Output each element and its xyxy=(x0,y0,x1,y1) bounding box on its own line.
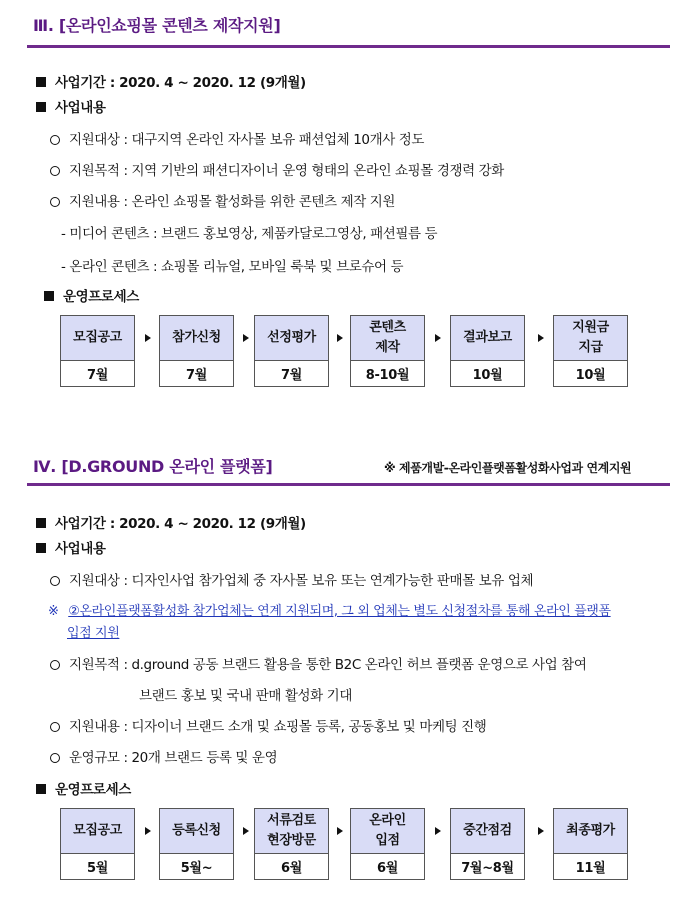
circle-bullet-icon xyxy=(50,576,60,586)
section3-process-heading xyxy=(44,285,139,305)
square-bullet-icon xyxy=(36,784,46,794)
process-step xyxy=(350,808,425,880)
square-bullet-icon xyxy=(36,518,46,528)
section3-subitem-online: - 온라인 콘텐츠 : 쇼핑몰 리뉴얼, 모바일 룩북 및 브로슈어 등 xyxy=(61,259,404,275)
section4-item-purpose xyxy=(50,653,586,673)
arrow-right-icon xyxy=(145,827,151,835)
section3-subitem-media: - 미디어 콘텐츠 : 브랜드 홍보영상, 제품카달로그영상, 패션필름 등 xyxy=(61,226,438,242)
section4-item-scale xyxy=(50,746,277,766)
section3-title: Ⅲ. [온라인쇼핑몰 콘텐츠 제작지원] xyxy=(33,16,281,35)
process-step-month: 7월~8월 xyxy=(450,854,525,880)
process-step-month: 10월 xyxy=(450,361,525,387)
arrow-right-icon xyxy=(337,827,343,835)
section4-item-support xyxy=(50,715,486,735)
process-step-month: 7월 xyxy=(159,361,234,387)
process-step-label: 서류검토 현장방문 xyxy=(254,808,329,854)
process-step xyxy=(450,808,525,880)
circle-bullet-icon xyxy=(50,660,60,670)
process-step xyxy=(60,315,135,387)
section3-item-text: 지원대상 : 대구지역 온라인 자사몰 보유 패션업체 10개사 정도 xyxy=(69,132,425,148)
process-step-month: 11월 xyxy=(553,854,628,880)
section3-item-support xyxy=(50,190,395,210)
section3-content-heading-text: 사업내용 xyxy=(55,100,106,116)
process-step-label: 중간점검 xyxy=(450,808,525,854)
section4-process-heading-text: 운영프로세스 xyxy=(55,782,131,798)
process-step-month: 8-10월 xyxy=(350,361,425,387)
section4-divider xyxy=(27,483,670,486)
process-step xyxy=(553,315,628,387)
section3-process-flow xyxy=(0,315,697,387)
arrow-right-icon xyxy=(435,827,441,835)
process-step-month: 5월 xyxy=(60,854,135,880)
section4-remark xyxy=(48,600,611,619)
process-step xyxy=(159,315,234,387)
section3-item-text: 지원목적 : 지역 기반의 패션디자이너 운영 형태의 온라인 쇼핑몰 경쟁력 강화 xyxy=(69,163,504,179)
section4-content-heading xyxy=(36,537,106,557)
process-step-label: 결과보고 xyxy=(450,315,525,361)
arrow-right-icon xyxy=(145,334,151,342)
section3-item-text: 지원내용 : 온라인 쇼핑몰 활성화를 위한 콘텐츠 제작 지원 xyxy=(69,194,396,210)
process-step-label: 온라인 입점 xyxy=(350,808,425,854)
arrow-right-icon xyxy=(435,334,441,342)
process-step-label: 참가신청 xyxy=(159,315,234,361)
circle-bullet-icon xyxy=(50,166,60,176)
section4-period-text: 사업기간 : 2020. 4 ~ 2020. 12 (9개월) xyxy=(55,516,306,532)
section3-period xyxy=(36,71,306,91)
process-step-month: 6월 xyxy=(350,854,425,880)
section4-process-heading xyxy=(36,778,131,798)
process-step xyxy=(553,808,628,880)
process-step-month: 5월~ xyxy=(159,854,234,880)
arrow-right-icon xyxy=(243,334,249,342)
square-bullet-icon xyxy=(36,543,46,553)
arrow-right-icon xyxy=(337,334,343,342)
section4-item-target xyxy=(50,569,533,589)
process-step xyxy=(350,315,425,387)
process-step-month: 7월 xyxy=(60,361,135,387)
arrow-right-icon xyxy=(538,827,544,835)
section4-period xyxy=(36,512,306,532)
reference-mark: ※ xyxy=(48,604,59,619)
section4-title: Ⅳ. [D.GROUND 온라인 플랫폼] xyxy=(33,457,273,476)
section4-item-text: 지원목적 : d.ground 공동 브랜드 활용을 통한 B2C 온라인 허브 플랫폼 운영으로 사업 참여 xyxy=(69,657,587,673)
process-step xyxy=(254,315,329,387)
process-step-label: 지원금 지급 xyxy=(553,315,628,361)
section4-item-text: 운영규모 : 20개 브랜드 등록 및 운영 xyxy=(69,750,278,766)
circle-bullet-icon xyxy=(50,753,60,763)
section3-divider xyxy=(27,45,670,48)
process-step xyxy=(254,808,329,880)
process-step xyxy=(450,315,525,387)
section4-item-purpose-cont: 브랜드 홍보 및 국내 판매 활성화 기대 xyxy=(139,688,352,704)
section3-process-heading-text: 운영프로세스 xyxy=(63,289,139,305)
process-step-month: 10월 xyxy=(553,361,628,387)
process-step-label: 등록신청 xyxy=(159,808,234,854)
circle-bullet-icon xyxy=(50,135,60,145)
process-step-label: 콘텐츠 제작 xyxy=(350,315,425,361)
section4-remark-line1: ②온라인플랫폼활성화 참가업체는 연계 지원되며, 그 외 업체는 별도 신청절차를 통해 온라인 플랫폼 xyxy=(68,604,611,619)
process-step-label: 모집공고 xyxy=(60,315,135,361)
section4-remark-cont xyxy=(67,622,119,641)
square-bullet-icon xyxy=(36,77,46,87)
section4-remark-line2: 입점 지원 xyxy=(67,626,120,641)
square-bullet-icon xyxy=(36,102,46,112)
process-step-label: 최종평가 xyxy=(553,808,628,854)
section3-item-target xyxy=(50,128,424,148)
circle-bullet-icon xyxy=(50,722,60,732)
circle-bullet-icon xyxy=(50,197,60,207)
section3-item-purpose xyxy=(50,159,504,179)
section4-process-flow xyxy=(0,808,697,880)
arrow-right-icon xyxy=(538,334,544,342)
process-step xyxy=(60,808,135,880)
process-step-month: 6월 xyxy=(254,854,329,880)
process-step-month: 7월 xyxy=(254,361,329,387)
process-step xyxy=(159,808,234,880)
section3-period-text: 사업기간 : 2020. 4 ~ 2020. 12 (9개월) xyxy=(55,75,306,91)
process-step-label: 선정평가 xyxy=(254,315,329,361)
arrow-right-icon xyxy=(243,827,249,835)
section4-item-text: 지원대상 : 디자인사업 참가업체 중 자사몰 보유 또는 연계가능한 판매몰 보유 업체 xyxy=(69,573,534,589)
square-bullet-icon xyxy=(44,291,54,301)
process-step-label: 모집공고 xyxy=(60,808,135,854)
section4-content-heading-text: 사업내용 xyxy=(55,541,106,557)
section4-item-text: 지원내용 : 디자이너 브랜드 소개 및 쇼핑몰 등록, 공동홍보 및 마케팅 진행 xyxy=(69,719,487,735)
section4-note: ※ 제품개발-온라인플랫폼활성화사업과 연계지원 xyxy=(384,461,632,475)
section3-content-heading xyxy=(36,96,106,116)
